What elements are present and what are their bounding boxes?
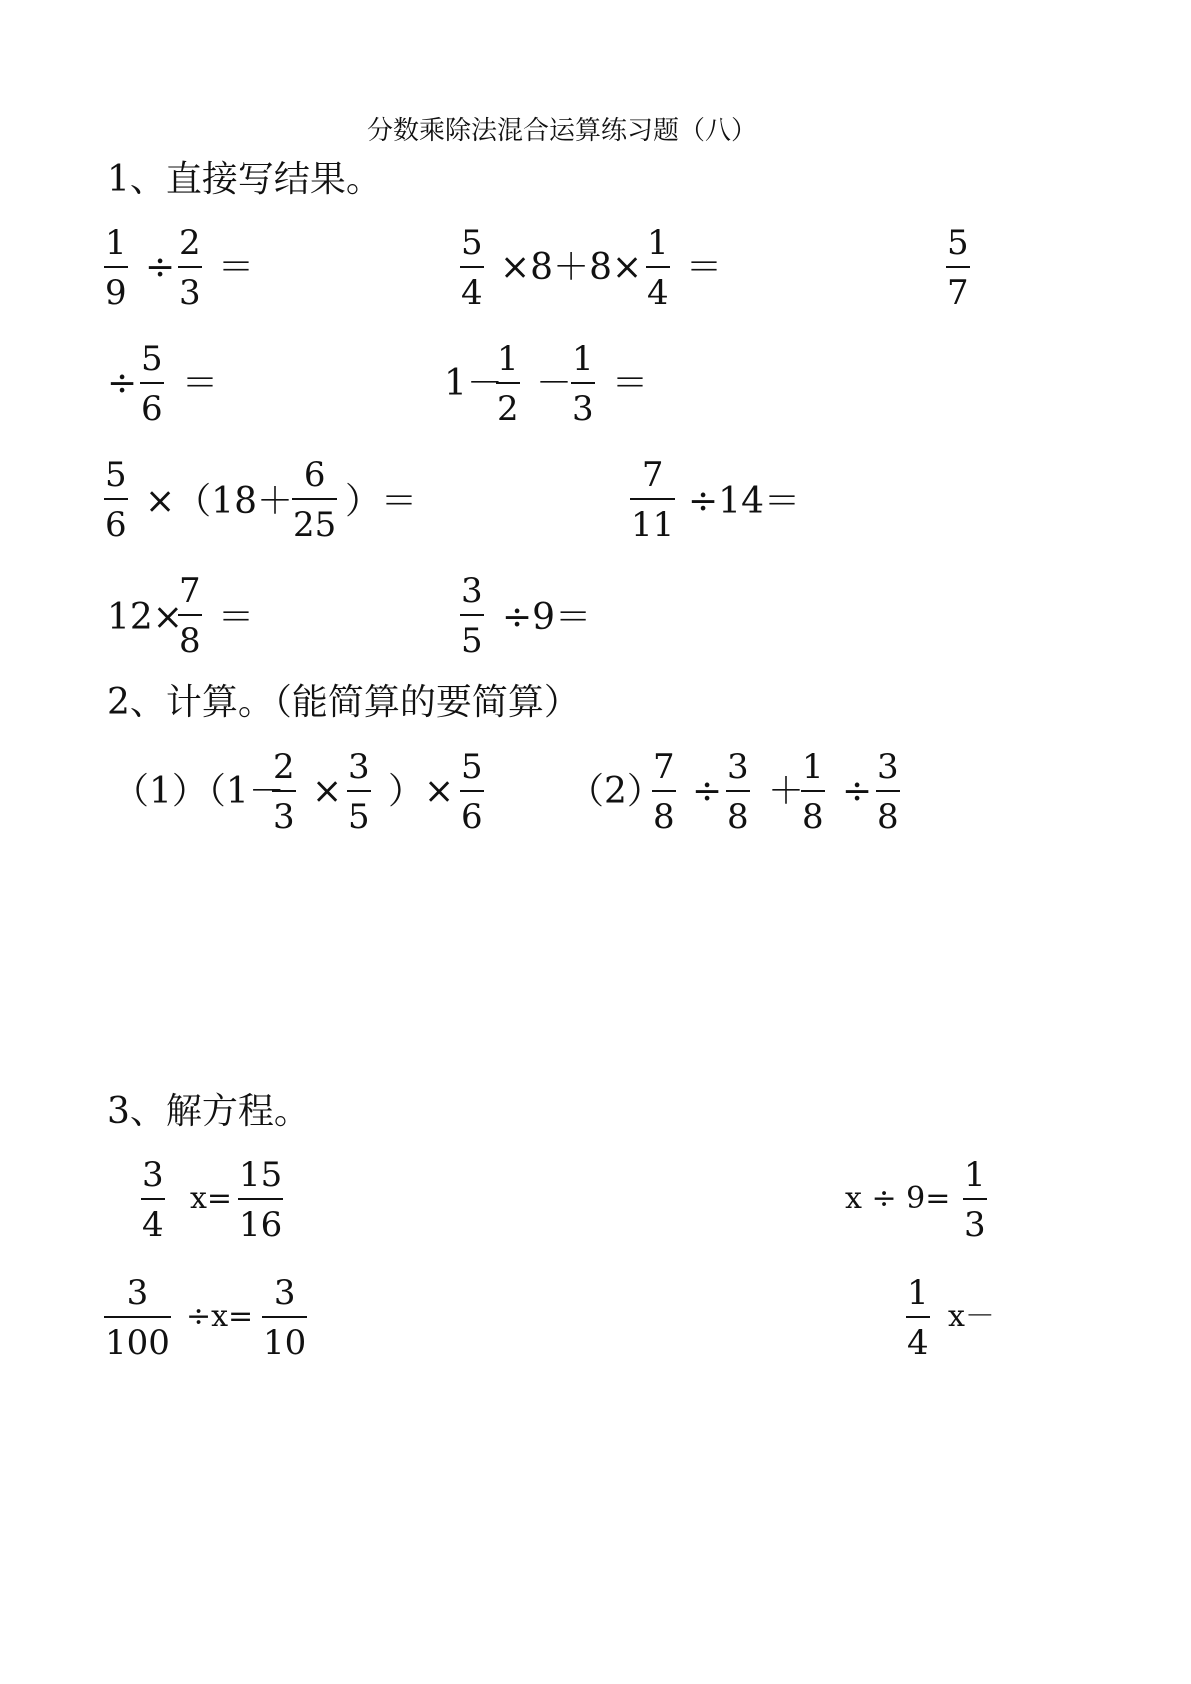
operator: × [312,771,343,812]
denominator: 4 [907,1323,929,1363]
operator: ÷ [107,363,138,404]
denominator: 6 [141,389,163,429]
fraction-bar [460,614,484,616]
fraction [104,455,128,545]
fraction-bar [178,266,202,268]
denominator: 100 [105,1323,170,1363]
fraction-bar [140,382,164,384]
problem-2-label: （2） [568,771,663,812]
fraction [140,339,164,429]
fraction-bar [906,1316,930,1318]
numerator: 1 [647,223,669,263]
fraction-bar [963,1198,987,1200]
section-1-heading: 1、直接写结果。 [107,159,382,200]
denominator: 16 [239,1205,283,1245]
numerator: 5 [947,223,969,263]
fraction-bar [272,790,296,792]
fraction-bar [652,790,676,792]
equals-sign: ＝ [218,597,255,638]
equals-sign: ＝ [182,363,219,404]
fraction [876,747,900,837]
fraction [238,1155,283,1245]
equation-prefix: x ÷ 9= [845,1181,951,1216]
numerator: 1 [964,1155,986,1195]
numerator: 5 [141,339,163,379]
numerator: 3 [727,747,749,787]
denominator: 8 [727,797,749,837]
fraction [141,1155,165,1245]
denominator: 7 [947,273,969,313]
fraction-bar [571,382,595,384]
fraction [571,339,595,429]
equation-variable: x= [190,1181,233,1216]
fraction [801,747,825,837]
fraction-bar [646,266,670,268]
fraction [906,1273,930,1363]
operator: － [536,363,573,404]
expression-prefix: 1－ [444,363,503,404]
fraction-bar [262,1316,307,1318]
denominator: 8 [802,797,824,837]
denominator: 3 [273,797,295,837]
denominator: 11 [631,505,675,545]
numerator: 15 [239,1155,283,1195]
section-2-heading: 2、计算。（能简算的要简算） [107,682,580,723]
fraction-bar [104,266,128,268]
fraction-bar [104,1316,171,1318]
fraction-bar [141,1198,165,1200]
equals-sign: ＝ [686,247,723,288]
numerator: 7 [179,571,201,611]
fraction [460,747,484,837]
operator: ÷ [842,771,873,812]
operator: ×（18＋ [145,481,293,522]
equals-sign: ＝ [612,363,649,404]
closing-paren: ）＝ [345,481,418,522]
numerator: 3 [348,747,370,787]
fraction-bar [347,790,371,792]
operator: ÷9＝ [502,597,592,638]
closing-paren: ）× [388,771,455,812]
fraction [104,1273,171,1363]
denominator: 3 [179,273,201,313]
operator: ÷14＝ [688,481,800,522]
fraction-bar [460,266,484,268]
numerator: 7 [653,747,675,787]
numerator: 1 [572,339,594,379]
fraction [630,455,675,545]
fraction [726,747,750,837]
numerator: 5 [461,223,483,263]
fraction [347,747,371,837]
denominator: 6 [461,797,483,837]
numerator: 3 [877,747,899,787]
fraction [460,571,484,661]
problem-1-label: （1）（1－ [113,771,285,812]
fraction [460,223,484,313]
numerator: 7 [641,455,664,495]
numerator: 3 [126,1273,149,1313]
fraction [292,455,337,545]
denominator: 3 [572,389,594,429]
numerator: 1 [802,747,824,787]
fraction [178,223,202,313]
numerator: 3 [142,1155,164,1195]
fraction-bar [178,614,202,616]
fraction [946,223,970,313]
fraction [262,1273,307,1363]
operator: ＋ [768,771,805,812]
equals-sign: ＝ [218,247,255,288]
numerator: 2 [179,223,201,263]
fraction-bar [238,1198,283,1200]
fraction-bar [460,790,484,792]
fraction-bar [630,498,675,500]
denominator: 5 [461,621,483,661]
equation-suffix: x－ [948,1299,995,1334]
numerator: 5 [461,747,483,787]
numerator: 3 [461,571,483,611]
page-title: 分数乘除法混合运算练习题（八） [367,116,758,146]
denominator: 8 [877,797,899,837]
fraction [652,747,676,837]
numerator: 6 [303,455,326,495]
fraction-bar [104,498,128,500]
fraction-bar [292,498,337,500]
denominator: 8 [179,621,201,661]
fraction-bar [946,266,970,268]
operator: ÷ [145,247,176,288]
fraction-bar [876,790,900,792]
fraction [963,1155,987,1245]
expression-prefix: 12× [107,597,183,638]
fraction [104,223,128,313]
denominator: 2 [497,389,519,429]
numerator: 1 [497,339,519,379]
fraction-bar [726,790,750,792]
fraction [272,747,296,837]
operator: ×8＋8× [500,247,643,288]
numerator: 1 [105,223,127,263]
numerator: 2 [273,747,295,787]
denominator: 8 [653,797,675,837]
denominator: 5 [348,797,370,837]
operator: ÷ [692,771,723,812]
numerator: 5 [105,455,127,495]
denominator: 3 [964,1205,986,1245]
fraction-bar [496,382,520,384]
fraction [646,223,670,313]
denominator: 25 [293,505,337,545]
numerator: 3 [273,1273,296,1313]
operator: ÷x= [186,1299,254,1334]
numerator: 1 [907,1273,929,1313]
denominator: 4 [142,1205,164,1245]
denominator: 4 [647,273,669,313]
fraction [178,571,202,661]
fraction-bar [801,790,825,792]
denominator: 9 [105,273,127,313]
section-3-heading: 3、解方程。 [107,1091,310,1132]
denominator: 6 [105,505,127,545]
denominator: 4 [461,273,483,313]
denominator: 10 [263,1323,307,1363]
fraction [496,339,520,429]
